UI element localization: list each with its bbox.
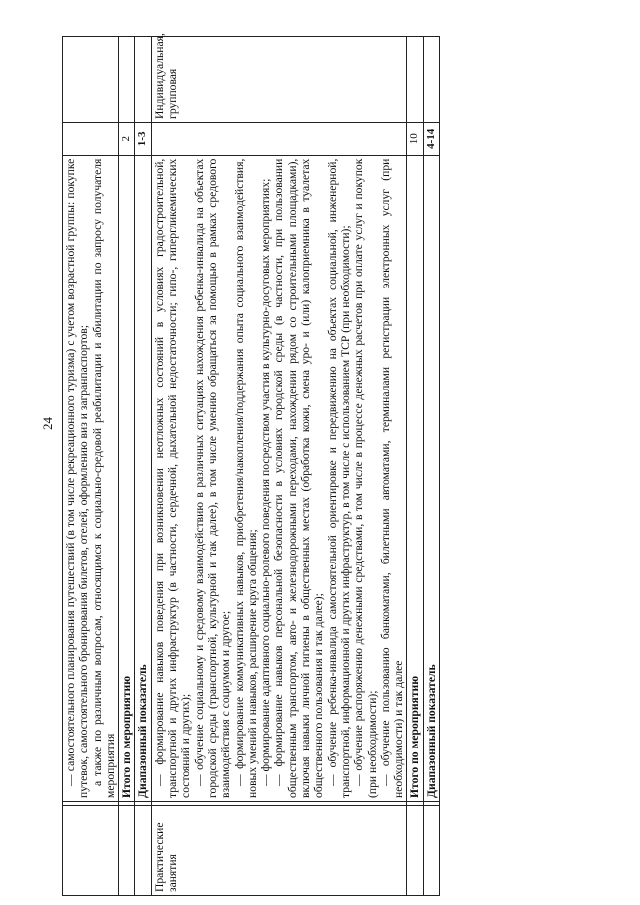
paragraph: — обучение социальному и средовому взаимодействию в различных ситуациях нахождения ребенка-инвалида на объектах городской среды (транспортной, культурной и так далее), в том числе умению обращаться за помощью в рамках средового взаимодействия с социумом и другое;: [192, 158, 233, 798]
paragraph: — формирование навыков персональной безопасности в условиях городской среды (в частности, при пользовании общественным транспортом, авто- и железнодорожными переходами, нахождении рядом со строительными площадками), включая навыки личной гигиены в общественных местах (обработка кожи, смена уро- и (или) калоприемника в туалетах общественного пользования и так далее);: [272, 158, 326, 798]
empty-cell: [151, 122, 407, 155]
range-label: Диапазонный показатель: [135, 155, 151, 801]
range-value: 1-3: [135, 122, 151, 155]
table-row: [151, 37, 407, 896]
table-row: [63, 37, 119, 896]
activity-description: [151, 155, 407, 801]
rotated-document-page: [62, 33, 582, 896]
section-name: Практические занятия: [151, 806, 407, 896]
empty-cell: [63, 122, 119, 155]
paragraph: — самостоятельного планирования путешествий (в том числе рекреационного туризма) с учетом возрастной группы: покупке путевок, самостоятельного бронирования билетов, отелей, оформлению виз и загранпаспортов;: [64, 158, 91, 798]
page-number: 24: [40, 417, 55, 430]
empty-cell: [423, 801, 439, 805]
empty-cell: [135, 37, 151, 123]
empty-cell: [119, 806, 135, 896]
empty-cell: [119, 801, 135, 805]
empty-cell: [135, 806, 151, 896]
empty-cell: [407, 37, 423, 123]
empty-cell: [423, 806, 439, 896]
activity-description: [63, 155, 119, 801]
empty-cell: [151, 801, 407, 805]
summary-value: 10: [407, 122, 423, 155]
paragraph: — формирование адаптивного социально-ролевого поведения посредством участия в культурно-досуговых мероприятиях;: [259, 178, 273, 786]
summary-value: 2: [119, 122, 135, 155]
range-label: Диапазонный показатель: [423, 155, 439, 801]
empty-cell: [63, 806, 119, 896]
empty-cell: [63, 801, 119, 805]
paragraph: — обучение ребенка-инвалида самостоятельной ориентировке и передвижению на объектах социальной, инженерной, транспортной, информационной и других инфраструктур, в том числе с использованием ТСР (при необходимости);: [325, 158, 352, 798]
table-row: [119, 37, 135, 896]
paragraph: — обучение пользованию банкоматами, билетными автоматами, терминалами регистрации электронных услуг (при необходимости) и так далее: [378, 158, 406, 798]
paragraph: — формирование навыков поведения при возникновении неотложных состояний в условиях градостроительной, транспортной и других инфраструктур (в частности, сердечной, дыхательной недостаточности; гипо-, гипергликемических состояний и других);: [152, 158, 193, 798]
table-row: [407, 37, 423, 896]
empty-cell: [119, 37, 135, 123]
form-cell: Индивидуальная, групповая: [151, 37, 407, 123]
table-row: [135, 37, 151, 896]
empty-cell: [407, 806, 423, 896]
range-value: 4-14: [423, 122, 439, 155]
paragraph: — формирование коммуникативных навыков, приобретения/накопления/поддержания опыта социального взаимодействия, новых умений и навыков, расширение круга общения;: [232, 158, 259, 798]
empty-cell: [63, 37, 119, 123]
empty-cell: [423, 37, 439, 123]
empty-cell: [407, 801, 423, 805]
paragraph: а также по различным вопросам, относящимся к социально-средовой реабилитации и абилитации по запросу получателя мероприятия: [90, 158, 117, 798]
summary-label: Итого по мероприятию: [119, 155, 135, 801]
summary-label: Итого по мероприятию: [407, 155, 423, 801]
empty-cell: [135, 801, 151, 805]
activities-table: [62, 33, 440, 896]
paragraph: — обучение распоряжению денежными средствами, в том числе в процессе денежных расчетов при оплате услуг и покупок (при необходимости);: [352, 158, 379, 798]
table-row: [423, 37, 439, 896]
